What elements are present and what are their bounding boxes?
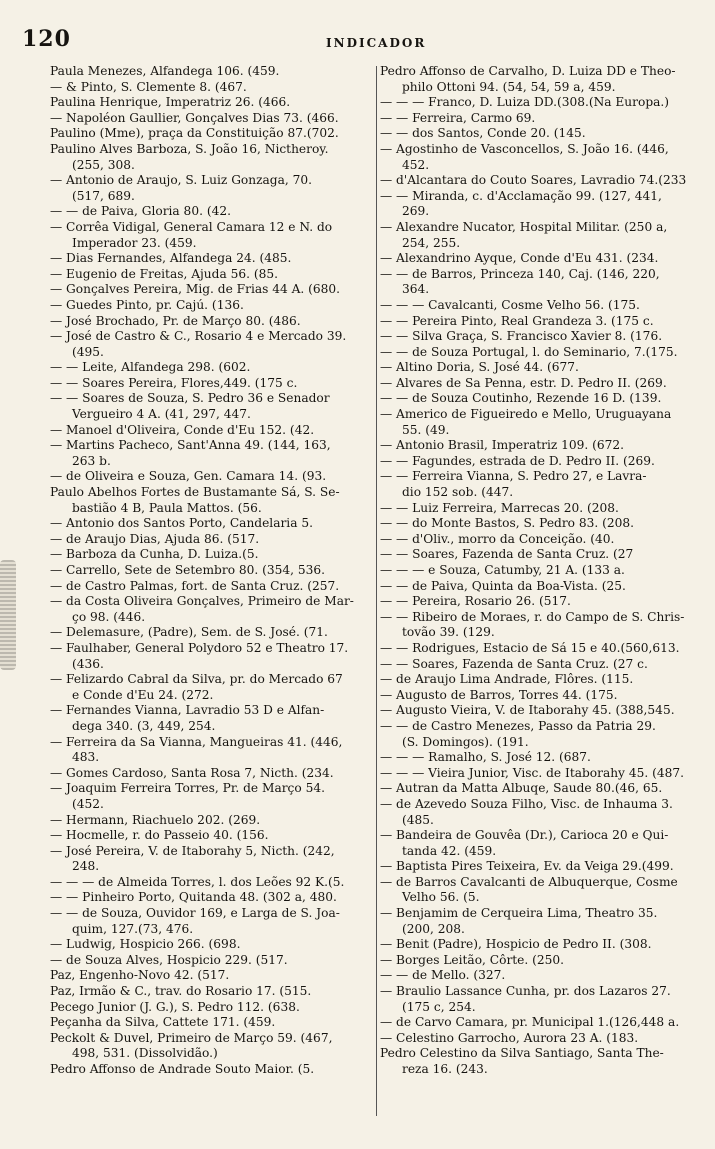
directory-entry-line: Paulo Abelhos Fortes de Bustamante Sá, S. Se-: [50, 485, 340, 500]
directory-entry-line: — de Araujo Lima Andrade, Flôres. (115.: [380, 672, 634, 687]
directory-entry-line: — — Ferreira Vianna, S. Pedro 27, e Lavra-: [380, 469, 647, 484]
directory-entry-line: — de Azevedo Souza Filho, Visc. de Inhauma 3.: [380, 796, 673, 811]
directory-entry-line: (452.: [72, 796, 104, 811]
directory-entry-line: Paulino Alves Barboza, S. João 16, Nictheroy.: [50, 141, 329, 156]
directory-entry-line: — — de Barros, Princeza 140, Caj. (146, 220,: [380, 266, 660, 281]
directory-entry-line: Pecego Junior (J. G.), S. Pedro 112. (638.: [50, 999, 300, 1014]
directory-entry-line: — Fernandes Vianna, Lavradio 53 D e Alfan-: [50, 703, 325, 718]
directory-entry-line: (436.: [72, 656, 104, 671]
directory-entry-line: Paulino (Mme), praça da Constituição 87.(702.: [50, 126, 339, 141]
directory-entry-line: — Celestino Garrocho, Aurora 23 A. (183.: [380, 1030, 639, 1045]
directory-entry-line: — Bandeira de Gouvêa (Dr.), Carioca 20 e Qui-: [380, 828, 669, 843]
directory-entry-line: — & Pinto, S. Clemente 8. (467.: [50, 79, 247, 94]
directory-entry-line: (495.: [72, 344, 104, 359]
directory-entry-line: — Americo de Figueiredo e Mello, Uruguayana: [380, 407, 672, 422]
directory-entry-line: — Altino Doria, S. José 44. (677.: [380, 360, 579, 375]
directory-entry-line: — Gonçalves Pereira, Mig. de Frias 44 A. (680.: [50, 282, 341, 297]
directory-entry-line: Velho 56. (5.: [402, 890, 480, 905]
directory-entry-line: — Borges Leitão, Côrte. (250.: [380, 952, 565, 967]
page-edge-stain: [0, 560, 16, 670]
directory-entry-line: — de Oliveira e Souza, Gen. Camara 14. (93.: [50, 469, 327, 484]
directory-entry-line: — Barboza da Cunha, D. Luiza.(5.: [50, 547, 259, 562]
directory-entry-line: (200, 208.: [402, 921, 465, 936]
directory-entry-line: 248.: [72, 859, 100, 874]
directory-entry-line: — — de Castro Menezes, Passo da Patria 29.: [380, 718, 656, 733]
directory-entry-line: tanda 42. (459.: [402, 843, 497, 858]
directory-entry-line: 452.: [402, 157, 430, 172]
directory-entry-line: 498, 531. (Dissolvidão.): [72, 1046, 218, 1061]
directory-entry-line: — — do Monte Bastos, S. Pedro 83. (208.: [380, 516, 635, 531]
column-divider: [376, 66, 377, 1116]
directory-entry-line: — Augusto Vieira, V. de Itaborahy 45. (388,545.: [380, 703, 675, 718]
directory-entry-line: — Alexandre Nucator, Hospital Militar. (250 a,: [380, 219, 668, 234]
directory-entry-line: — — Pereira, Rosario 26. (517.: [380, 594, 571, 609]
directory-entry-line: 269.: [402, 204, 430, 219]
directory-entry-line: — — de Mello. (327.: [380, 968, 506, 983]
directory-entry-line: (255, 308.: [72, 157, 135, 172]
directory-entry-line: — Benit (Padre), Hospicio de Pedro II. (308.: [380, 937, 652, 952]
directory-entry-line: — — Pinheiro Porto, Quitanda 48. (302 a, 480.: [50, 890, 337, 905]
directory-entry-line: — Agostinho de Vasconcellos, S. João 16. (446,: [380, 141, 669, 156]
directory-entry-line: — — — Vieira Junior, Visc. de Itaborahy 45. (487.: [380, 765, 684, 780]
directory-entry-line: — Autran da Matta Albuqe, Saude 80.(46, 65.: [380, 781, 663, 796]
directory-entry-line: — Carrello, Sete de Setembro 80. (354, 536.: [50, 563, 326, 577]
directory-entry-line: — Napoléon Gaullier, Gonçalves Dias 73. (466.: [50, 110, 339, 125]
directory-entry-line: Imperador 23. (459.: [72, 235, 197, 250]
directory-entry-line: — Ferreira da Sa Vianna, Mangueiras 41. (446,: [50, 734, 343, 749]
directory-entry-line: — Benjamim de Cerqueira Lima, Theatro 35.: [380, 906, 658, 921]
directory-entry-line: — Hermann, Riachuelo 202. (269.: [50, 812, 261, 827]
directory-entry-line: — d'Alcantara do Couto Soares, Lavradio 74.(233: [380, 173, 687, 188]
directory-entry-line: — — Pereira Pinto, Real Grandeza 3. (175 c.: [380, 313, 654, 328]
directory-entry-line: reza 16. (243.: [402, 1062, 488, 1076]
directory-entry-line: Peckolt & Duvel, Primeiro de Março 59. (467,: [50, 1030, 333, 1045]
directory-entry-line: — — — Franco, D. Luiza DD.(308.(Na Europa.): [380, 95, 670, 110]
running-head: INDICADOR: [326, 36, 427, 50]
directory-entry-line: — José Pereira, V. de Itaborahy 5, Nicth. (242,: [50, 843, 335, 858]
directory-entry-line: Paz, Engenho-Novo 42. (517.: [50, 968, 230, 983]
directory-entry-line: — Corrêa Vidigal, General Camara 12 e N. do: [50, 219, 333, 234]
directory-entry-line: Pedro Affonso de Carvalho, D. Luiza DD e Theo-: [380, 64, 676, 78]
directory-entry-line: — — — Ramalho, S. José 12. (687.: [380, 750, 591, 765]
directory-entry-line: (175 c, 254.: [402, 999, 476, 1014]
directory-entry-line: 364.: [402, 282, 430, 297]
directory-entry-line: ço 98. (446.: [72, 609, 146, 624]
directory-entry-line: — — Soares de Souza, S. Pedro 36 e Senador: [50, 391, 330, 406]
left-column: [50, 64, 375, 1078]
directory-entry-line: e Conde d'Eu 24. (272.: [72, 687, 214, 702]
directory-entry-line: 254, 255.: [402, 235, 461, 250]
directory-entry-line: Paula Menezes, Alfandega 106. (459.: [50, 64, 280, 78]
directory-entry-line: dio 152 sob. (447.: [402, 485, 514, 500]
directory-entry-line: — — Soares, Fazenda de Santa Cruz. (27 c.: [380, 656, 648, 671]
directory-entry-line: — de Araujo Dias, Ajuda 86. (517.: [50, 531, 260, 546]
directory-entry-line: dega 340. (3, 449, 254.: [72, 718, 216, 733]
directory-entry-line: — — Fagundes, estrada de D. Pedro II. (269.: [380, 453, 655, 468]
directory-entry-line: — Manoel d'Oliveira, Conde d'Eu 152. (42.: [50, 422, 315, 437]
directory-entry-line: — de Castro Palmas, fort. de Santa Cruz. (257.: [50, 578, 340, 593]
directory-entry-line: philo Ottoni 94. (54, 54, 59 a, 459.: [402, 79, 616, 94]
directory-entry-line: Vergueiro 4 A. (41, 297, 447.: [72, 407, 251, 422]
directory-entry-line: — de Carvo Camara, pr. Municipal 1.(126,448 a.: [380, 1015, 680, 1030]
directory-entry-line: — — Miranda, c. d'Acclamação 99. (127, 441,: [380, 188, 662, 203]
directory-entry-line: — Delemasure, (Padre), Sem. de S. José. (71.: [50, 625, 328, 640]
directory-entry-line: — — Rodrigues, Estacio de Sá 15 e 40.(560,613.: [380, 640, 680, 655]
directory-entry-line: — Antonio de Araujo, S. Luiz Gonzaga, 70.: [50, 173, 313, 188]
directory-entry-line: — Ludwig, Hospicio 266. (698.: [50, 937, 241, 952]
directory-entry-line: — Alexandrino Ayque, Conde d'Eu 431. (234.: [380, 251, 659, 266]
directory-entry-line: — — de Souza Coutinho, Rezende 16 D. (139.: [380, 391, 662, 406]
directory-entry-line: (517, 689.: [72, 188, 135, 203]
directory-entry-line: Pedro Celestino da Silva Santiago, Santa The-: [380, 1046, 664, 1061]
directory-entry-line: — Baptista Pires Teixeira, Ev. da Veiga 29.(499.: [380, 859, 674, 874]
directory-entry-line: Paulina Henrique, Imperatriz 26. (466.: [50, 95, 291, 110]
directory-entry-line: — — de Paiva, Gloria 80. (42.: [50, 204, 231, 219]
directory-entry-line: — — d'Oliv., morro da Conceição. (40.: [380, 531, 615, 546]
directory-entry-line: — — — de Almeida Torres, l. dos Leões 92 K.(5.: [50, 874, 345, 889]
directory-entry-line: (485.: [402, 812, 434, 827]
directory-entry-line: — — Luiz Ferreira, Marrecas 20. (208.: [380, 500, 619, 515]
directory-entry-line: — — Leite, Alfandega 298. (602.: [50, 360, 251, 375]
directory-entry-line: Paz, Irmão & C., trav. do Rosario 17. (515.: [50, 984, 312, 999]
directory-entry-line: — Antonio dos Santos Porto, Candelaria 5.: [50, 516, 313, 531]
directory-entry-line: — Gomes Cardoso, Santa Rosa 7, Nicth. (234.: [50, 765, 334, 780]
directory-entry-line: — — — Cavalcanti, Cosme Velho 56. (175.: [380, 297, 640, 312]
directory-entry-line: tovão 39. (129.: [402, 625, 495, 640]
directory-entry-line: — da Costa Oliveira Gonçalves, Primeiro de Mar-: [50, 594, 354, 609]
right-column: [380, 64, 698, 1078]
directory-entry-line: bastião 4 B, Paula Mattos. (56.: [72, 500, 262, 515]
directory-entry-line: — Martins Pacheco, Sant'Anna 49. (144, 163,: [50, 438, 331, 453]
directory-entry-line: — José Brochado, Pr. de Março 80. (486.: [50, 313, 301, 328]
directory-entry-line: — Dias Fernandes, Alfandega 24. (485.: [50, 251, 292, 266]
directory-entry-line: — Hocmelle, r. do Passeio 40. (156.: [50, 828, 269, 843]
directory-entry-line: (S. Domingos). (191.: [402, 734, 529, 749]
directory-entry-line: — — Soares, Fazenda de Santa Cruz. (27: [380, 547, 634, 562]
directory-entry-line: — Augusto de Barros, Torres 44. (175.: [380, 687, 618, 702]
directory-entry-line: — — Silva Graça, S. Francisco Xavier 8. (176.: [380, 329, 663, 344]
directory-entry-line: — Faulhaber, General Polydoro 52 e Theatro 17.: [50, 640, 349, 655]
directory-entry-line: — — de Souza, Ouvidor 169, e Larga de S. Joa-: [50, 906, 340, 921]
directory-entry-line: — — dos Santos, Conde 20. (145.: [380, 126, 586, 141]
directory-entry-line: — José de Castro & C., Rosario 4 e Mercado 39.: [50, 329, 347, 344]
directory-entry-line: — Antonio Brasil, Imperatriz 109. (672.: [380, 438, 625, 453]
directory-entry-line: — — — e Souza, Catumby, 21 A. (133 a.: [380, 563, 625, 577]
directory-entry-line: — de Souza Alves, Hospicio 229. (517.: [50, 952, 288, 967]
directory-entry-line: 55. (49.: [402, 422, 450, 437]
page-number: 120: [22, 26, 71, 52]
directory-entry-line: quim, 127.(73, 476.: [72, 921, 194, 936]
directory-entry-line: — — de Paiva, Quinta da Boa-Vista. (25.: [380, 578, 626, 593]
directory-entry-line: — — Soares Pereira, Flores,449. (175 c.: [50, 375, 298, 390]
directory-entry-line: — Alvares de Sa Penna, estr. D. Pedro II. (269.: [380, 375, 667, 390]
directory-entry-line: — Guedes Pinto, pr. Cajú. (136.: [50, 297, 244, 312]
directory-entry-line: — Felizardo Cabral da Silva, pr. do Mercado 67: [50, 672, 343, 687]
directory-entry-line: — Joaquim Ferreira Torres, Pr. de Março 54.: [50, 781, 325, 796]
directory-entry-line: — Braulio Lassance Cunha, pr. dos Lazaros 27.: [380, 984, 671, 999]
directory-entry-line: — de Barros Cavalcanti de Albuquerque, Cosme: [380, 874, 678, 889]
directory-entry-line: — — de Souza Portugal, l. do Seminario, 7.(175.: [380, 344, 678, 359]
directory-entry-line: — — Ribeiro de Moraes, r. do Campo de S. Chris-: [380, 609, 685, 624]
directory-entry-line: Peçanha da Silva, Cattete 171. (459.: [50, 1015, 276, 1030]
directory-entry-line: — Eugenio de Freitas, Ajuda 56. (85.: [50, 266, 278, 281]
directory-entry-line: Pedro Affonso de Andrade Souto Maior. (5.: [50, 1062, 315, 1076]
directory-entry-line: — — Ferreira, Carmo 69.: [380, 110, 536, 125]
directory-entry-line: 483.: [72, 750, 100, 765]
directory-entry-line: 263 b.: [72, 453, 111, 468]
